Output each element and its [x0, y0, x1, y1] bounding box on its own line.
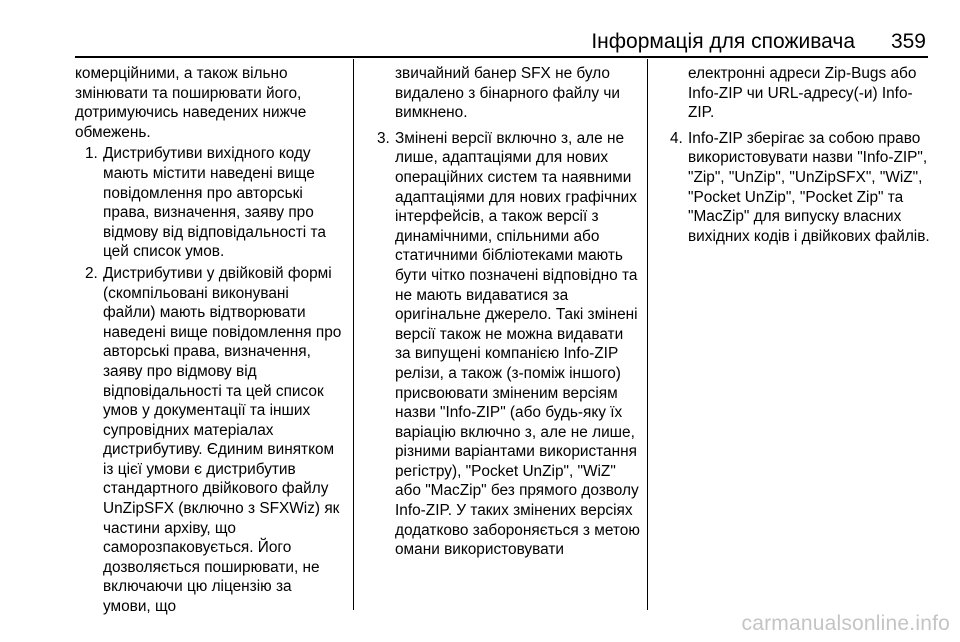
- column-divider: [647, 59, 648, 610]
- paragraph-intro: комерційними, а також вільно змінювати та поширювати його, дотримуючись наведених нижче обмежень.: [75, 65, 307, 141]
- text-column-2: [367, 64, 641, 560]
- list-item-text: Змінені версії включно з, але не лише, адаптаціями для нових операційних систем та наявними адаптаціями для нових графічних інтерфейсів, а також версії з динамічними, спільними або статичними бібліотеками мають бути чітко позначені відповідно та не мають видаватися за оригінальне джерело. Такі змінені версії також не можна видавати за випущені компанією Info-ZIP релізи, а також (з-поміж іншого) присвоювати зміненим версіям назви "Info-ZIP" (або будь-яку їх варіацію включно з, але не лише, різними варіантами використання регістру), "Pocket UnZip", "WiZ" або "MacZip" без прямого дозволу Info-ZIP. У таких змінених версіях додатково забороняється з метою омани використовувати: [395, 129, 640, 559]
- list-item: [660, 129, 932, 247]
- header-divider: [75, 56, 928, 58]
- list-item-text: Дистрибутиви у двійковій формі (скомпільовані виконувані файли) мають відтворювати наведені вище повідомлення про авторські права, визначення, заяву про відмову від відповідальності та цей список умов у документації та інших супровідних матеріалах дистрибутиву. Єдиним винятком із цієї умови є дистрибутив стандартного двійкового файлу UnZipSFX (включно з SFXWiz) як частини архіву, що саморозпаковується. Його дозволяється поширювати, не включаючи цю ліцензію за умови, що: [103, 264, 342, 616]
- list-item-text: Info-ZIP зберігає за собою право використовувати назви "Info-ZIP", "Zip", "UnZip", "UnZipSFX", "WiZ", "Pocket UnZip", "Pocket Zip" та "MacZip" для випуску власних вихідних кодів і двійкових файлів.: [688, 129, 930, 245]
- page-number: 359: [890, 30, 926, 53]
- column-divider: [353, 59, 354, 610]
- text-column-1: [75, 64, 343, 617]
- text-column-3: [660, 64, 932, 246]
- list-item-number: 3.: [377, 129, 390, 147]
- list-item: [75, 264, 343, 617]
- list-item: [75, 144, 343, 262]
- list-item: [367, 129, 641, 560]
- page-title: Інформація для споживача: [591, 30, 855, 53]
- list-item-number: 2.: [85, 264, 98, 282]
- paragraph-continuation: звичайний банер SFX не було видалено з бінарного файлу чи вимкнено.: [395, 65, 620, 122]
- list-item-number: 1.: [85, 145, 98, 163]
- list-item-number: 4.: [670, 129, 683, 147]
- list-item-text: Дистрибутиви вихідного коду мають містити наведені вище повідомлення про авторські права, визначення, заяву про відмову від відповідальності та цей список умов.: [103, 145, 326, 261]
- watermark: carmanualsonline.info: [741, 612, 950, 635]
- paragraph-continuation: електронні адреси Zip-Bugs або Info-ZIP чи URL-адресу(-и) Info-ZIP.: [688, 65, 917, 122]
